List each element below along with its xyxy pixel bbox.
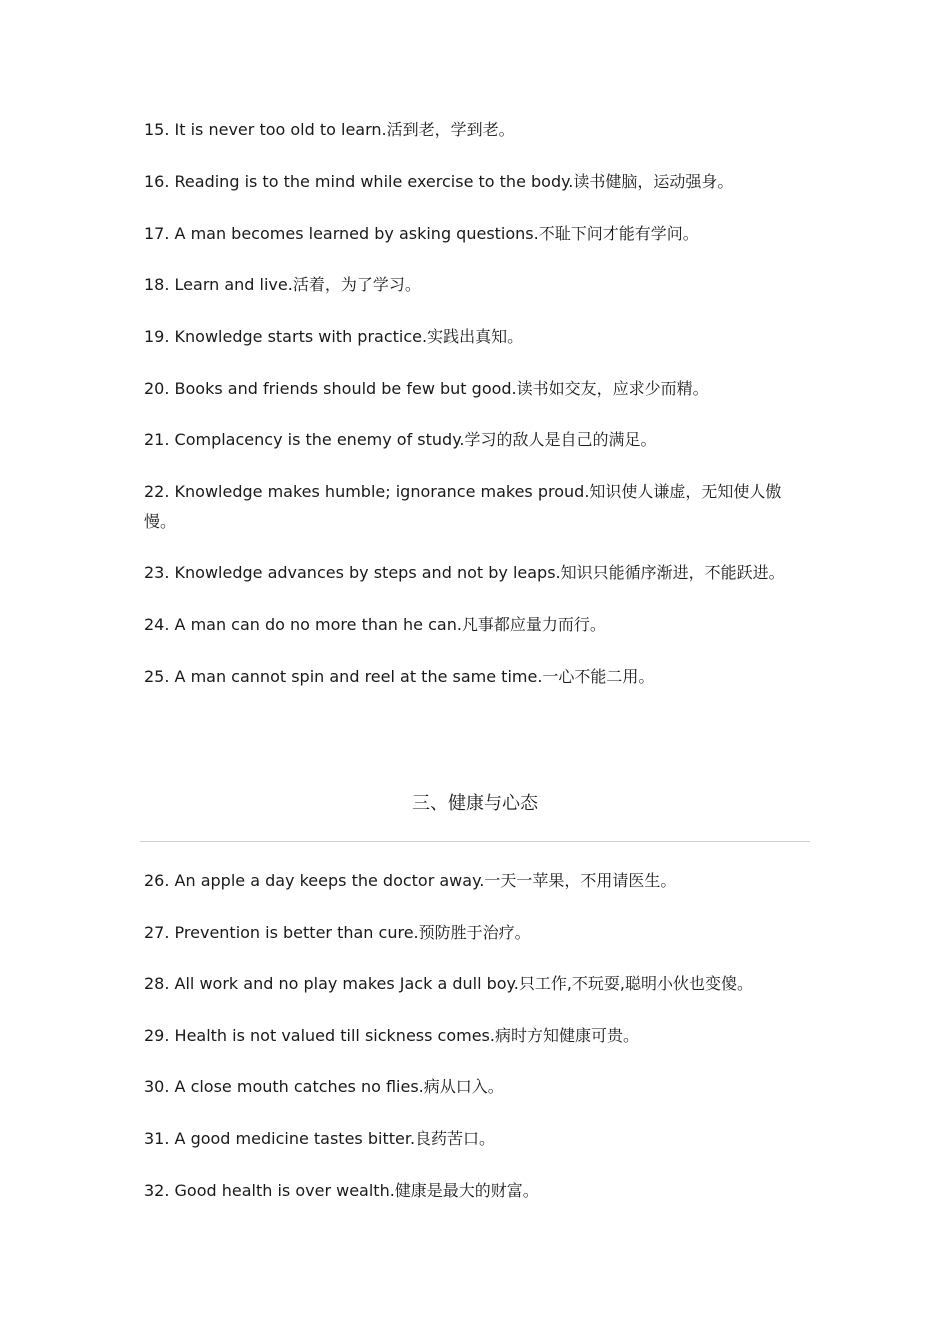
proverb-16: 16. Reading is to the mind while exercise to the body.读书健脑，运动强身。 <box>144 172 734 191</box>
proverb-28: 28. All work and no play makes Jack a dull boy.只工作,不玩耍,聪明小伙也变傻。 <box>144 974 754 993</box>
proverb-32: 32. Good health is over wealth.健康是最大的财富。 <box>144 1181 539 1200</box>
proverb-20: 20. Books and friends should be few but good.读书如交友，应求少而精。 <box>144 379 709 398</box>
proverb-29: 29. Health is not valued till sickness comes.病时方知健康可贵。 <box>144 1026 639 1045</box>
proverb-26: 26. An apple a day keeps the doctor away.一天一苹果，不用请医生。 <box>144 871 677 890</box>
proverb-24: 24. A man can do no more than he can.凡事都应量力而行。 <box>144 615 606 634</box>
proverb-27: 27. Prevention is better than cure.预防胜于治疗。 <box>144 923 531 942</box>
proverb-18: 18. Learn and live.活着，为了学习。 <box>144 275 421 294</box>
proverb-19: 19. Knowledge starts with practice.实践出真知。 <box>144 327 524 346</box>
proverb-17: 17. A man becomes learned by asking questions.不耻下问才能有学问。 <box>144 224 699 243</box>
proverb-21: 21. Complacency is the enemy of study.学习的敌人是自己的满足。 <box>144 430 657 449</box>
proverb-31: 31. A good medicine tastes bitter.良药苦口。 <box>144 1129 496 1148</box>
proverb-30: 30. A close mouth catches no flies.病从口入。 <box>144 1077 504 1096</box>
section-title: 三、健康与心态 <box>412 793 538 814</box>
proverb-15: 15. It is never too old to learn.活到老，学到老。 <box>144 120 515 139</box>
section-divider <box>140 841 810 842</box>
proverb-23: 23. Knowledge advances by steps and not by leaps.知识只能循序渐进，不能跃进。 <box>144 563 785 582</box>
proverb-22: 22. Knowledge makes humble; ignorance makes proud.知识使人谦虚，无知使人傲慢。 <box>144 482 782 531</box>
proverb-25: 25. A man cannot spin and reel at the same time.一心不能二用。 <box>144 667 655 686</box>
